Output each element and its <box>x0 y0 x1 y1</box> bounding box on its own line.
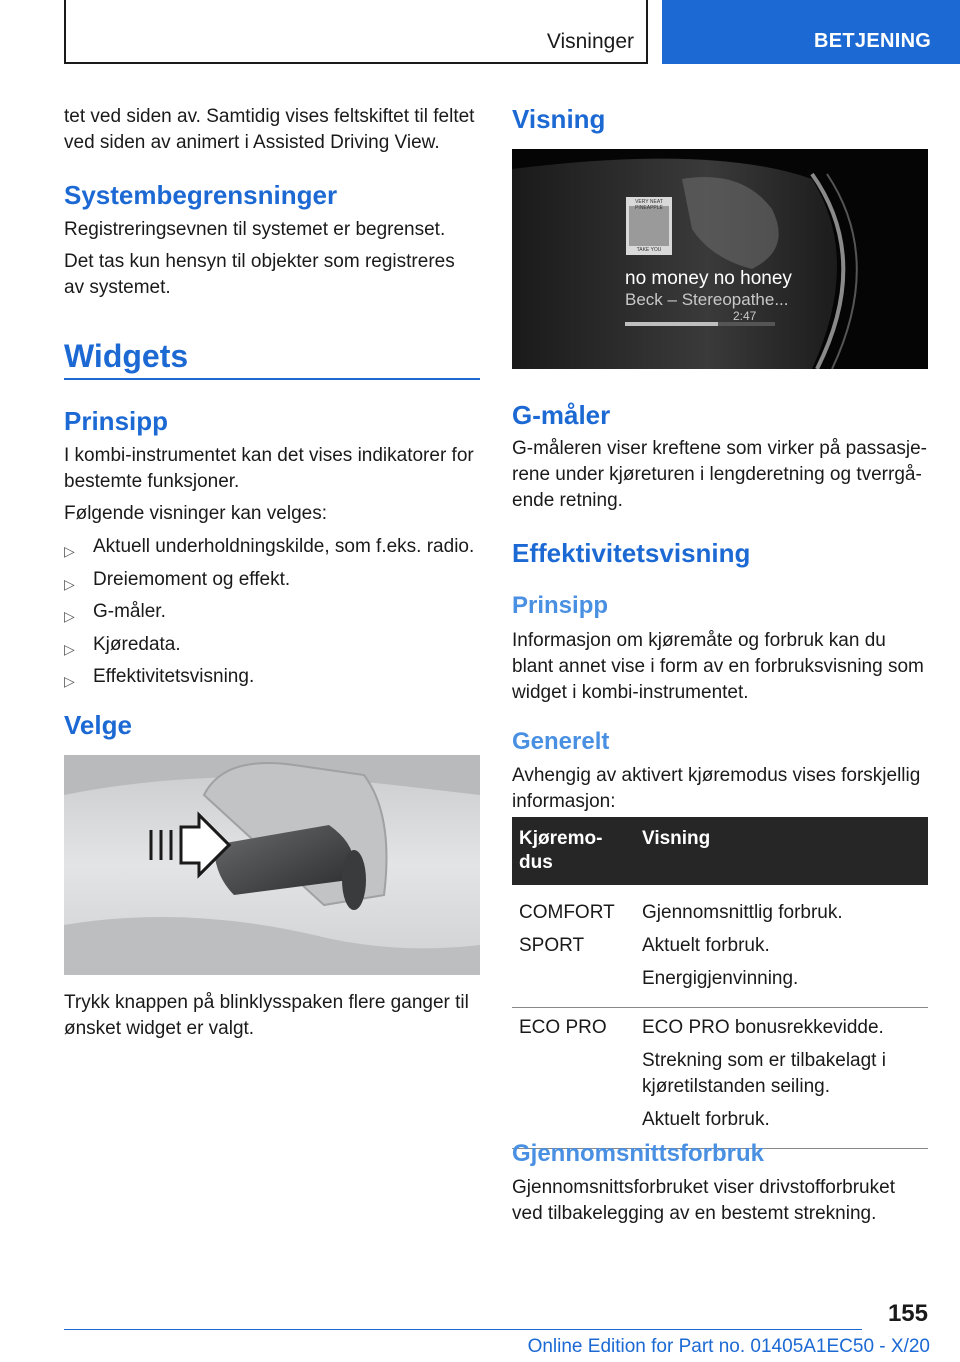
table-header-row <box>512 817 928 885</box>
track-title: no money no honey <box>625 268 792 289</box>
stalk-drawing <box>64 755 480 975</box>
triangle-bullet-icon: ▷ <box>64 543 75 559</box>
list-item: ▷ Kjøredata. <box>64 632 480 665</box>
column-header-display: Visning <box>635 817 928 885</box>
triangle-bullet-icon: ▷ <box>64 640 75 657</box>
list-item: ▷ G-måler. <box>64 599 480 632</box>
display-cell: ECO PRO bonusrekkevidde. Strekning som er tilbakelagt i kjøretilstanden seiling. Aktuelt forbruk. <box>642 1017 886 1130</box>
album-label: VERY NEAT PINEAPPLE <box>635 199 663 211</box>
limits-paragraph-2: Det tas kun hensyn til objekter som registreres av systemet. <box>64 251 455 298</box>
limits-paragraph-1: Registreringsevnen til systemet er begrenset. <box>64 219 446 240</box>
heading-select: Velge <box>64 710 132 740</box>
triangle-bullet-icon: ▷ <box>64 575 75 592</box>
footer-rule <box>64 1329 862 1330</box>
average-consumption-paragraph: Gjennomsnittsforbruket viser drivstofforbruket ved tilbakelegging av en bestemt strekning. <box>512 1177 895 1224</box>
table-row <box>512 885 928 1008</box>
heading-widgets: Widgets <box>64 338 189 374</box>
page-number: 155 <box>887 1300 928 1327</box>
heading-g-meter: G-måler <box>512 400 611 430</box>
section-title: Visninger <box>546 30 634 53</box>
widget-options-list <box>64 534 480 697</box>
stalk-illustration <box>64 755 480 975</box>
heading-display: Visning <box>512 104 606 134</box>
select-paragraph: Trykk knappen på blinklysspaken flere ganger til ønsket widget er valgt. <box>64 992 469 1039</box>
list-item: ▷ Effektivitetsvisning. <box>64 664 480 697</box>
g-meter-paragraph: G-måleren viser kreftene som virker på passasjerene under kjøreturen i lengderetning og tverrgående retning. <box>512 438 927 511</box>
cluster-drawing <box>512 149 928 369</box>
heading-average-consumption: Gjennomsnittsforbruk <box>512 1140 765 1167</box>
album-caption: TAKE YOU <box>636 247 662 253</box>
instrument-cluster-photo <box>512 149 928 369</box>
driving-mode-table <box>512 817 928 1149</box>
general-paragraph: Avhengig av aktivert kjøremodus vises forskjellig informasjon: <box>512 765 921 812</box>
heading-efficiency: Effektivitetsvisning <box>512 538 751 568</box>
heading-principle: Prinsipp <box>64 406 169 436</box>
mode-cell: ECO PRO <box>519 1017 607 1038</box>
intro-paragraph: tet ved siden av. Samtidig vises feltskiftet til feltet ved siden av animert i Assisted Driving View. <box>64 106 475 153</box>
triangle-bullet-icon: ▷ <box>64 608 75 624</box>
heading-general: Generelt <box>512 728 610 755</box>
mode-cell: COMFORT SPORT <box>519 902 615 956</box>
triangle-bullet-icon: ▷ <box>64 673 75 689</box>
display-cell: Gjennomsnittlig forbruk. Aktuelt forbruk. Energigjenvinning. <box>642 902 843 989</box>
heading-system-limits: Systembegrensninger <box>64 180 338 210</box>
heading-efficiency-principle: Prinsipp <box>512 592 609 619</box>
list-item: ▷ Aktuell underholdningskilde, som f.eks. radio. <box>64 534 480 567</box>
options-intro: Følgende visninger kan velges: <box>64 503 327 524</box>
column-header-mode: Kjøremodus <box>512 817 635 885</box>
efficiency-principle-paragraph: Informasjon om kjøremåte og forbruk kan du blant annet vise i form av en forbruksvisning som widget i kombi-instrumentet. <box>512 630 924 703</box>
edition-footer: Online Edition for Part no. 01405A1EC50 - X/20 <box>527 1336 930 1357</box>
table-row <box>512 1008 928 1149</box>
principle-paragraph: I kombi-instrumentet kan det vises indikatorer for bestemte funksjoner. <box>64 445 474 492</box>
chapter-tab[interactable]: BETJENING <box>662 0 960 64</box>
list-item: ▷ Dreiemoment og effekt. <box>64 567 480 600</box>
heading-rule <box>64 378 480 380</box>
track-time: 2:47 <box>733 309 757 323</box>
track-artist: Beck – Stereopathe... <box>625 290 789 309</box>
